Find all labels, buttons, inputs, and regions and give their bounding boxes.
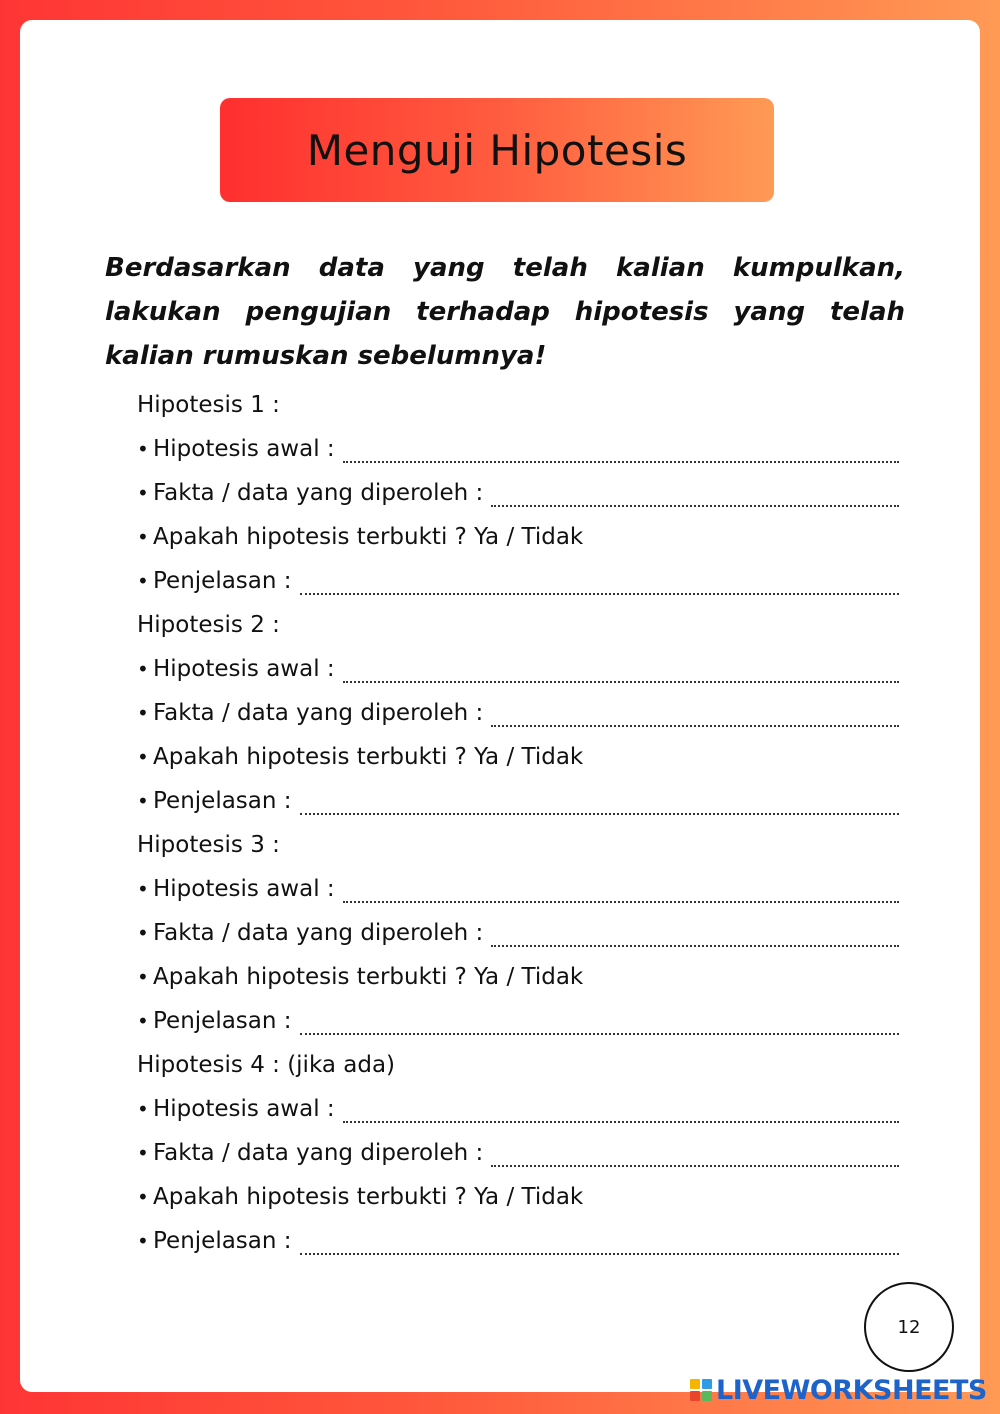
hypothesis-item: [137, 1175, 899, 1219]
hypothesis-heading: [137, 823, 899, 867]
page-number-badge: [864, 1282, 954, 1372]
answer-blank-line[interactable]: [343, 1101, 899, 1123]
hypothesis-item: [137, 779, 899, 823]
answer-blank-line[interactable]: [491, 705, 899, 727]
hypothesis-item: [137, 691, 899, 735]
hypothesis-item: [137, 1131, 899, 1175]
hypothesis-heading-label: Hipotesis 1 :: [137, 392, 280, 418]
hypothesis-item-label: Penjelasan :: [153, 568, 292, 594]
hypothesis-heading-label: Hipotesis 2 :: [137, 612, 280, 638]
page-number: 12: [897, 1316, 921, 1338]
bullet-icon: •: [137, 1141, 149, 1165]
bullet-icon: •: [137, 921, 149, 945]
answer-blank-line[interactable]: [343, 661, 899, 683]
hypothesis-heading: [137, 603, 899, 647]
hypothesis-list: [137, 383, 899, 1263]
hypothesis-item-label: Penjelasan :: [153, 1008, 292, 1034]
hypothesis-item: [137, 559, 899, 603]
liveworksheets-logo-icon: [690, 1379, 712, 1401]
hypothesis-item-label: Fakta / data yang diperoleh :: [153, 1140, 484, 1166]
answer-blank-line[interactable]: [300, 1233, 899, 1255]
answer-blank-line[interactable]: [300, 573, 899, 595]
logo-tile: [702, 1379, 712, 1389]
hypothesis-item: [137, 867, 899, 911]
answer-blank-line[interactable]: [491, 485, 899, 507]
instruction-text: Berdasarkan data yang telah kalian kumpulkan, lakukan pengujian terhadap hipotesis yang telah kalian rumuskan sebelumnya!: [105, 253, 905, 371]
hypothesis-item: [137, 955, 899, 999]
answer-blank-line[interactable]: [300, 1013, 899, 1035]
hypothesis-item-label: Penjelasan :: [153, 788, 292, 814]
title-banner: [220, 98, 774, 202]
bullet-icon: •: [137, 1229, 149, 1253]
hypothesis-item: [137, 1219, 899, 1263]
logo-tile: [690, 1379, 700, 1389]
bullet-icon: •: [137, 1009, 149, 1033]
answer-blank-line[interactable]: [343, 441, 899, 463]
hypothesis-item: [137, 427, 899, 471]
hypothesis-item-label: Apakah hipotesis terbukti ? Ya / Tidak: [153, 524, 584, 550]
bullet-icon: •: [137, 569, 149, 593]
hypothesis-heading: [137, 1043, 899, 1087]
answer-blank-line[interactable]: [343, 881, 899, 903]
hypothesis-item: [137, 471, 899, 515]
bullet-icon: •: [137, 657, 149, 681]
bullet-icon: •: [137, 1185, 149, 1209]
bullet-icon: •: [137, 789, 149, 813]
hypothesis-item: [137, 515, 899, 559]
hypothesis-item-label: Fakta / data yang diperoleh :: [153, 700, 484, 726]
answer-blank-line[interactable]: [491, 925, 899, 947]
watermark: [690, 1374, 987, 1406]
bullet-icon: •: [137, 437, 149, 461]
hypothesis-item-label: Apakah hipotesis terbukti ? Ya / Tidak: [153, 744, 584, 770]
hypothesis-item-label: Hipotesis awal :: [153, 656, 335, 682]
hypothesis-item-label: Apakah hipotesis terbukti ? Ya / Tidak: [153, 964, 584, 990]
hypothesis-heading-label: Hipotesis 4 : (jika ada): [137, 1052, 396, 1078]
worksheet-page: [20, 20, 980, 1392]
hypothesis-item: [137, 735, 899, 779]
bullet-icon: •: [137, 525, 149, 549]
hypothesis-item-label: Hipotesis awal :: [153, 436, 335, 462]
hypothesis-item: [137, 647, 899, 691]
watermark-text: LIVEWORKSHEETS: [716, 1374, 987, 1406]
page-title: Menguji Hipotesis: [306, 125, 688, 175]
answer-blank-line[interactable]: [491, 1145, 899, 1167]
bullet-icon: •: [137, 1097, 149, 1121]
bullet-icon: •: [137, 745, 149, 769]
hypothesis-item-label: Apakah hipotesis terbukti ? Ya / Tidak: [153, 1184, 584, 1210]
hypothesis-item-label: Fakta / data yang diperoleh :: [153, 920, 484, 946]
hypothesis-heading: [137, 383, 899, 427]
bullet-icon: •: [137, 701, 149, 725]
hypothesis-item-label: Penjelasan :: [153, 1228, 292, 1254]
hypothesis-item: [137, 999, 899, 1043]
hypothesis-item-label: Hipotesis awal :: [153, 1096, 335, 1122]
hypothesis-item: [137, 1087, 899, 1131]
hypothesis-item-label: Hipotesis awal :: [153, 876, 335, 902]
logo-tile: [690, 1391, 700, 1401]
logo-tile: [702, 1391, 712, 1401]
bullet-icon: •: [137, 877, 149, 901]
bullet-icon: •: [137, 481, 149, 505]
answer-blank-line[interactable]: [300, 793, 899, 815]
hypothesis-item: [137, 911, 899, 955]
hypothesis-item-label: Fakta / data yang diperoleh :: [153, 480, 484, 506]
hypothesis-heading-label: Hipotesis 3 :: [137, 832, 280, 858]
bullet-icon: •: [137, 965, 149, 989]
